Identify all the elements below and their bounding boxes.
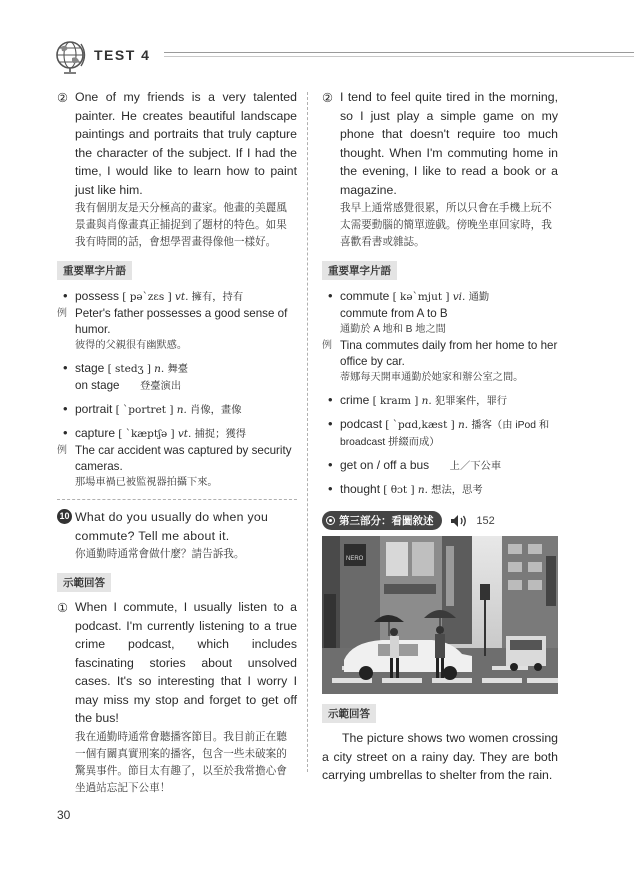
vocab-def: 擁有，持有 bbox=[191, 292, 244, 303]
answer-text-en: I tend to feel quite tired in the morning, so I just play a simple game on my phone that doesn't require too much thought. When I'm commuting home in the evening, I like to read a book or a magazine. bbox=[340, 90, 558, 197]
vocab-ipa: [ ˋportret ] bbox=[115, 404, 174, 416]
picture-description-answer: The picture shows two women crossing a city street on a rainy day. They are both carrying umbrellas to shelter from the rain. bbox=[322, 731, 558, 782]
vocab-pos: n. bbox=[457, 419, 469, 431]
example-translation: 蒂娜每天開車通勤於她家和辦公室之間。 bbox=[340, 372, 524, 383]
phrase-text: on stage bbox=[75, 379, 120, 392]
vocab-word: capture bbox=[75, 426, 116, 440]
test-label: TEST 4 bbox=[94, 47, 151, 63]
vocab-pos: vi. bbox=[452, 291, 466, 303]
vocab-word: podcast bbox=[340, 417, 383, 431]
vocab-pos: vt. bbox=[174, 291, 189, 303]
vocab-phrase: commute from A to B bbox=[340, 307, 448, 320]
vocab-def: 犯罪案件，罪行 bbox=[434, 396, 508, 407]
vocab-word: possess bbox=[75, 289, 120, 303]
answer-number: ① bbox=[57, 601, 69, 615]
answer-translation: 我在通勤時通常會聽播客節目。我目前正在聽一個有關真實刑案的播客，包含一些未破案的驚異事件。節目太有趣了，以至於我常擔心會坐過站忘記下公車！ bbox=[75, 730, 287, 794]
vocab-word: thought bbox=[340, 482, 381, 496]
vocab-ipa: [ ˋkæptʃə ] bbox=[118, 428, 175, 440]
answer-number: ② bbox=[322, 91, 334, 105]
answer-text-en: One of my friends is a very talented painter. He creates beautiful landscape paintings and portraits that truly capture the character of the subject. If I had the time, I would like to learn how to paint just like him. bbox=[75, 90, 297, 197]
vocab-ipa: [ ˋpɑd,kæst ] bbox=[385, 419, 455, 431]
vocab-item-podcast bbox=[322, 416, 558, 451]
vocab-example bbox=[57, 443, 297, 491]
vocab-pos: n. bbox=[417, 484, 428, 496]
question-number-badge: 10 bbox=[57, 509, 72, 524]
audio-track-number: 152 bbox=[476, 514, 495, 527]
vocab-example bbox=[322, 338, 558, 386]
vocab-pos: n. bbox=[176, 404, 187, 416]
header-rule bbox=[164, 52, 634, 53]
sample-answer-tag: 示範回答 bbox=[57, 573, 111, 592]
answer-text-en: When I commute, I usually listen to a podcast. I'm currently listening to a true crime podcast, which includes fascinating stories about unsolved cases. It's so interesting that I worry I may miss my stop and forget to get off the bus! bbox=[75, 600, 297, 725]
vocab-item-get-on-off bbox=[322, 457, 558, 475]
right-column bbox=[322, 88, 558, 785]
vocab-item-thought bbox=[322, 481, 558, 499]
vocab-word: commute bbox=[340, 289, 390, 303]
question-translation: 你通勤時通常會做什麼？請告訴我。 bbox=[75, 548, 245, 560]
vocab-def: 播客（由 iPod 和 broadcast 拼綴而成） bbox=[340, 420, 550, 448]
example-text: Peter's father possesses a good sense of humor. bbox=[75, 307, 288, 336]
sample-answer-tag: 示範回答 bbox=[322, 704, 376, 723]
example-mark: 例 bbox=[57, 308, 67, 319]
vocab-item-crime bbox=[322, 392, 558, 410]
vocab-word: stage bbox=[75, 361, 105, 375]
vocab-def: 舞臺 bbox=[167, 364, 189, 375]
part-label-badge bbox=[322, 511, 442, 530]
part-label: 第三部分：看圖敘述 bbox=[339, 515, 434, 527]
vocab-ipa: [ stedʒ ] bbox=[107, 363, 151, 375]
globe-icon bbox=[52, 38, 90, 76]
question-10 bbox=[57, 499, 297, 563]
page-header bbox=[52, 38, 634, 78]
vocab-list bbox=[57, 288, 297, 491]
page-number: 30 bbox=[57, 808, 71, 822]
example-translation: 那場車禍已被監視器拍攝下來。 bbox=[75, 477, 218, 488]
vocab-phrase bbox=[75, 378, 297, 395]
vocab-ipa: [ θɔt ] bbox=[383, 484, 415, 496]
answer-2-left bbox=[57, 88, 297, 199]
vocab-def: 通勤 bbox=[468, 292, 490, 303]
vocab-ipa: [ kəˋmjut ] bbox=[392, 291, 450, 303]
phrase-translation: 通勤於 A 地和 B 地之間 bbox=[340, 324, 446, 335]
column-divider bbox=[307, 92, 308, 772]
example-text: The car accident was captured by security cameras. bbox=[75, 444, 292, 473]
vocab-def: 肖像，畫像 bbox=[190, 405, 242, 416]
photo-illustration bbox=[322, 536, 558, 694]
vocab-ipa: [ pəˋzɛs ] bbox=[122, 291, 172, 303]
vocab-example bbox=[57, 306, 297, 354]
vocab-def: 想法，思考 bbox=[431, 485, 483, 496]
answer-1-left bbox=[57, 598, 297, 728]
vocab-tag: 重要單字片語 bbox=[322, 261, 397, 280]
vocab-word: portrait bbox=[75, 402, 113, 416]
example-translation: 彼得的父親很有幽默感。 bbox=[75, 340, 188, 351]
vocab-word: get on / off a bus bbox=[340, 458, 430, 472]
answer-translation: 我早上通常感覺很累，所以只會在手機上玩不太需要動腦的簡單遊戲。傍晚坐車回家時，我喜歡看書或雜誌。 bbox=[340, 202, 552, 248]
vocab-def: 捕捉；獲得 bbox=[194, 429, 247, 440]
vocab-ipa: [ kraɪm ] bbox=[372, 395, 419, 407]
vocab-pos: n. bbox=[421, 395, 432, 407]
answer-translation: 我有個朋友是天分極高的畫家。他畫的美麗風景畫與肖像畫真正捕捉到了題材的特色。如果我有時間的話，會想學習畫得像他一樣好。 bbox=[75, 202, 287, 248]
vocab-item-stage bbox=[57, 360, 297, 395]
question-text-en: What do you usually do when you commute? Tell me about it. bbox=[75, 510, 269, 543]
left-column bbox=[57, 88, 297, 797]
vocab-item-commute bbox=[322, 288, 558, 338]
example-mark: 例 bbox=[322, 340, 332, 351]
vocab-item-possess bbox=[57, 288, 297, 306]
answer-2-right bbox=[322, 88, 558, 199]
phrase-translation: 登臺演出 bbox=[139, 381, 182, 392]
vocab-word: crime bbox=[340, 393, 370, 407]
answer-number: ② bbox=[57, 91, 69, 105]
vocab-list bbox=[322, 288, 558, 499]
target-icon bbox=[326, 516, 335, 525]
vocab-def: 上／下公車 bbox=[449, 461, 502, 472]
speaker-icon[interactable] bbox=[450, 514, 470, 528]
photo-sign-text: NERO bbox=[346, 556, 364, 562]
part-three-header bbox=[322, 511, 495, 530]
vocab-item-capture bbox=[57, 425, 297, 443]
vocab-pos: vt. bbox=[177, 428, 192, 440]
street-scene-photo bbox=[322, 536, 558, 694]
vocab-tag: 重要單字片語 bbox=[57, 261, 132, 280]
vocab-pos: n. bbox=[154, 363, 165, 375]
example-mark: 例 bbox=[57, 445, 67, 456]
example-text: Tina commutes daily from her home to her office by car. bbox=[340, 339, 558, 368]
vocab-item-portrait bbox=[57, 401, 297, 419]
header-rule-secondary bbox=[164, 56, 634, 57]
